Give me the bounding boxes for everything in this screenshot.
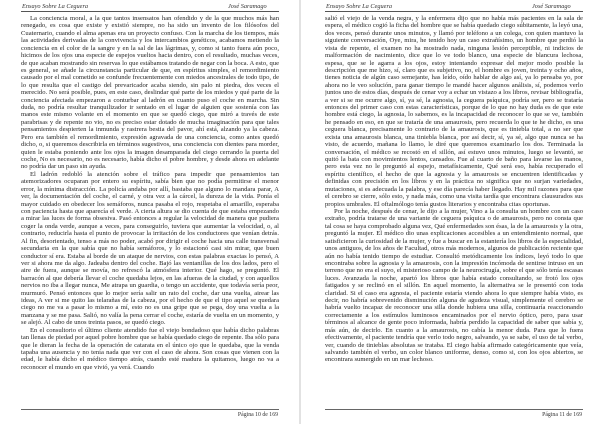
header-book-title: Ensayo Sobre La Ceguera: [22, 3, 89, 10]
running-header: [21, 2, 279, 12]
body-text: [21, 15, 279, 407]
paragraph: En el consultorio el último cliente atendido fue el viejo bondadoso que había dicho palabras tan llenas de piedad por aquel pobre hombre que se había quedado ciego de repente. Iba sólo para que le dieran la fecha de la operación de catarata en el único ojo que le quedaba, que la venda tapaba una ausencia y no tenía nada que ver con el caso de ahora. Son cosas que vienen con la edad, le había dicho el médico tiempo atrás, cuando esté madura la quitamos, luego no va a reconocer el mundo en que vivió, ya verá. Cuando: [21, 326, 279, 371]
page-10: [0, 0, 299, 424]
header-book-title: Ensayo Sobre La Ceguera: [326, 3, 393, 10]
paragraph: El ladrón redobló la atención sobre el tráfico para impedir que pensamientos tan atemorizadores ocuparan por entero su espíritu, sabía bien que no podía permitirse el menor error, la mínima distracción. La policía andaba por allí, bastaba que alguno lo mandara parar, A ver, la documentación del coche, el carné, y otra vez a la cárcel, la dureza de la vida. Ponía el mayor cuidado en obedecer los semáforos, nunca pasaba el rojo, respetaba el amarillo, esperaba con paciencia hasta que aparecía el verde. A cierta altura se dio cuenta de que estaba empezando a mirar las luces de forma obsesiva. Pasó entonces a regular la velocidad de manera que pudiera coger la onda verde, aunque a veces, para conseguirlo, tuviera que aumentar la velocidad, o, al contrario, reducirla hasta el punto de provocar la irritación de los conductores que venían detrás. Al fin, desorientado, tenso a más no poder, acabó por dirigir el coche hacia una calle transversal secundaria en la que sabía que no había semáforos, y lo estacionó casi sin mirar, que buen conductor sí era. Estaba al borde de un ataque de nervios, con estas palabras exactas lo pensó, A ver si ahora me da algo. Jadeaba dentro del coche. Bajó las ventanillas de los dos lados, pero el aire de fuera, aunque se movía, no refrescó la atmósfera interior. Qué hago, se preguntó. El barracón al que debería llevar el coche quedaba lejos, en las afueras de la ciudad, y con aquellos nervios no iba a llegar nunca, Me atrapa un guardia, o tengo un accidente, que todavía sería peor, murmuró. Pensó entonces que lo mejor sería salir un rato del coche, dar una vuelta, airear las ideas, A ver si me quito las telarañas de la cabeza, por el hecho de que el tipo aquel se quedara ciego no me va a pasar lo mismo a mí, esto no es una gripe que se pega, doy una vuelta a la manzana y se me pasa. Salió, no valía la pena cerrar el coche, estaría de vuelta en un momento, y se alejó. Al cabo de unos treinta pasos, se quedó ciego.: [21, 170, 279, 327]
page-number: Página 11 de 169: [542, 412, 582, 418]
paragraph: La conciencia moral, a la que tantos insensatos han ofendido y de la que muchos más han renegado, es cosa que existe y existió siempre, no ha sido un invento de los filósofos del Cuaternario, cuando el alma apenas era un proyecto confuso. Con la marcha de los tiempos, más las actividades derivadas de la convivencia y los intercambios genéticos, acabamos metiendo la conciencia en el color de la sangre y en la sal de las lágrimas, y, como si tanto fuera aún poco, hicimos de los ojos una especie de espejos vueltos hacia dentro, con el resultado, muchas veces, de que acaban mostrando sin reservas lo que estábamos tratando de negar con la boca. A esto, que es general, se añade la circunstancia particular de que, en espíritus simples, el remordimiento causado por el mal cometido se confunde frecuentemente con miedos ancestrales de todo tipo, de lo que resulta que el castigo del prevaricador acaba siendo, sin palo ni piedra, dos veces el merecido. No será posible, pues, en este caso, deslindar qué parte de los miedos y qué parte de la conciencia afectada empezaron a conturbar al ladrón en cuanto puso el coche en marcha. Sin duda, no podría resultar tranquilizador ir sentado en el lugar de alguien que sostenía con las manos este mismo volante en el momento en que se quedó ciego, que miró a través de este parabrisas y de repente no vio, no es preciso estar dotado de mucha imaginación para que tales pensamientos despierten la inmunda y rastrera bestia del pavor, ahí está, alzando ya la cabeza. Pero era también el remordimiento, expresión agravada de una conciencia, como antes quedó dicho, o, si queremos describirla en términos sugestivos, una conciencia con dientes para morder, quien le estaba poniendo ante los ojos la imagen desamparada del ciego cerrando la puerta del coche, No es necesario, no es necesario, había dicho el pobre hombre, y desde ahora en adelante no podría dar un paso sin ayuda.: [21, 15, 279, 171]
header-author: José Saramago: [228, 3, 267, 10]
page-11: [301, 0, 600, 424]
body-text: [325, 15, 583, 407]
header-author: José Saramago: [532, 3, 571, 10]
page-number: Página 10 de 169: [237, 412, 278, 418]
paragraph-continued: salió el viejo de la venda negra, y la enfermera dijo que no había más pacientes en la sala de espera, el médico cogió la ficha del hombre que se había quedado ciego súbitamente, la leyó una, dos veces, pensó durante unos minutos, y llamó por teléfono a un colega, con quien mantuvo la siguiente conversación, Oye, mira, he tenido hoy un caso extrañísimo, un hombre que perdió la vista de repente, el examen no ha mostrado nada, ninguna lesión perceptible, ni indicios de malformación de nacimiento, dice que lo ve todo blanco, una especie de blancura lechosa, espesa, que se le agarra a los ojos, estoy intentando expresar del mejor modo posible la descripción que me hizo, sí, claro que es subjetivo, no, el hombre es joven, treinta y ocho años, tienes noticia de algún caso semejante, has leído, oído hablar de algo así, ya lo pensaba yo, por ahora no le veo solución, para ganar tiempo le mandé hacer algunos análisis, sí, podemos verlo juntos uno de estos días, después de cenar voy a echar un vistazo a los libros, revisar bibliografía, a ver si se me ocurre algo, sí, ya sé, la agnosia, la ceguera psíquica, podría ser, pero se trataría entonces del primer caso con estas características, porque de lo que no hay duda es de que este hombre está ciego, la agnosia, lo sabemos, es la incapacidad de reconocer lo que se ve, también he pensado en eso, en que se trataría de una amaurosis, pero recuerda lo que te he dicho, es una ceguera blanca, precisamente lo contrario de la amaurosis, que es tiniebla total, a no ser que exista una amaurosis blanca, una tiniebla blanca, por así decir, sí, ya sé, algo que nunca se ha visto, de acuerdo, mañana lo llamo, le diré que queremos examinarlo los dos. Terminada la conversación, el médico se recostó en el sillón, así estuvo unos minutos, luego se levantó, se quitó la bata con movimientos lentos, cansados. Fue al cuarto de baño para lavarse las manos, pero esta vez no le preguntó al espejo, metafísicamente, Qué será eso, había recuperado el espíritu científico, el hecho de que la agnosia y la amaurosis se encuentren identificadas y definidas con precisión en los libros y en la práctica no significa que no surjan variedades, mutaciones, si es adecuada la palabra, y ese día parecía haber llegado. Hay mil razones para que el cerebro se cierre, sólo esto, y nada más, como una visita tardía que encontrara clausurados sus propios umbrales. El oftalmólogo tenía gustos literarios y encontraba citas oportunas.: [325, 15, 583, 208]
page-footer: [21, 409, 279, 422]
page-footer: [325, 409, 583, 422]
running-header: [325, 2, 583, 12]
paragraph: Por la noche, después de cenar, le dijo a la mujer, Vino a la consulta un hombre con un caso extraño, podría tratarse de una variante de ceguera psíquica o de amaurosis, pero no consta que tal cosa se haya comprobado alguna vez, Qué enfermedades son ésas, la de la amaurosis y la otra, preguntó la mujer. El médico dio unas explicaciones accesibles a un entendimiento normal, que satisficieron la curiosidad de la mujer, y fue a buscar en la estantería los libros de la especialidad, unos antiguos, de los años de Facultad, otros más modernos, algunos de publicación reciente que aún no había tenido tiempo de estudiar. Consultó metódicamente los índices, leyó todo lo que encontraba sobre la agnosia y la amaurosis, con la impresión incómoda de sentirse intruso en un terreno que no era el suyo, el misterioso campo de la neurocirugía, sobre el que sólo tenía escasas luces. Avanzada la noche, apartó los libros que había estado consultando, se frotó los ojos fatigados y se reclinó en el sillón. En aquel momento, la alternativa se le presentó con toda claridad. Si el caso era agnosia, el paciente estaría viendo ahora lo que siempre había visto, es decir, no habría sobrevenido disminución alguna de agudeza visual, simplemente el cerebro se habría vuelto incapaz de reconocer una silla donde hubiera una silla, continuaría reaccionando correctamente a los estímulos luminosos encaminados por el nervio óptico, pero, para usar términos al alcance de gente poco informada, habría perdido la capacidad de saber que sabía y, más aún, de decirlo. En cuanto a la amaurosis, no cabía la menor duda. Para que lo fuera efectivamente, el paciente tendría que verlo todo negro, salvando, ya se sabe, el uso de tal verbo, ver, cuando de tinieblas absolutas se trataba. El ciego había afirmado categóricamente que veía, salvando también el verbo, un color blanco uniforme, denso, como si, con los ojos abiertos, se encontrara sumergido en un mar lechoso.: [325, 207, 583, 364]
